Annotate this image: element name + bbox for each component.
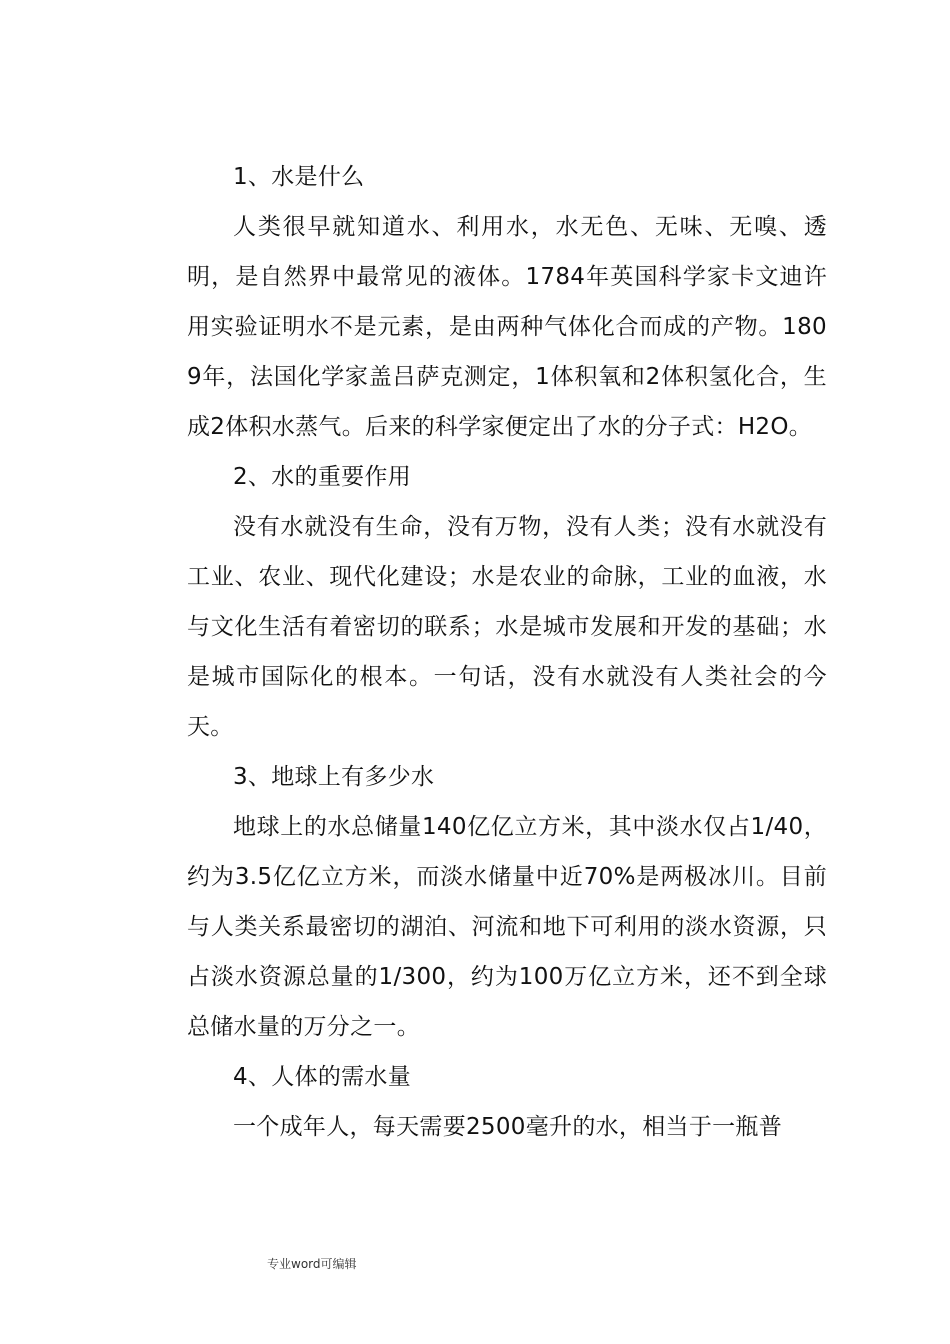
section-paragraph-3: 地球上的水总储量140亿亿立方米，其中淡水仅占1/40，约为3.5亿亿立方米，而淡水储量中近70%是两极冰川。目前与人类关系最密切的湖泊、河流和地下可利用的淡水资源，只占淡水资源总量的1/300，约为100万亿立方米，还不到全球总储水量的万分之一。 [187,814,827,1040]
section-heading-2: 2、水的重要作用 [233,464,412,490]
document-body [187,152,827,1152]
section-paragraph-1: 人类很早就知道水、利用水，水无色、无味、无嗅、透明，是自然界中最常见的液体。1784年英国科学家卡文迪许用实验证明水不是元素，是由两种气体化合而成的产物。1809年，法国化学家盖吕萨克测定，1体积氧和2体积氢化合，生成2体积水蒸气。后来的科学家便定出了水的分子式：H2O。 [187,214,827,440]
section-heading-4: 4、人体的需水量 [233,1064,412,1090]
section-paragraph-4: 一个成年人，每天需要2500毫升的水，相当于一瓶普 [233,1114,783,1140]
section-heading-3: 3、地球上有多少水 [233,764,435,790]
section-paragraph-2: 没有水就没有生命，没有万物，没有人类；没有水就没有工业、农业、现代化建设；水是农业的命脉，工业的血液，水与文化生活有着密切的联系；水是城市发展和开发的基础；水是城市国际化的根本。一句话，没有水就没有人类社会的今天。 [187,514,827,740]
page-footer-note: 专业word可编辑 [267,1257,357,1271]
section-heading-1: 1、水是什么 [233,164,365,190]
